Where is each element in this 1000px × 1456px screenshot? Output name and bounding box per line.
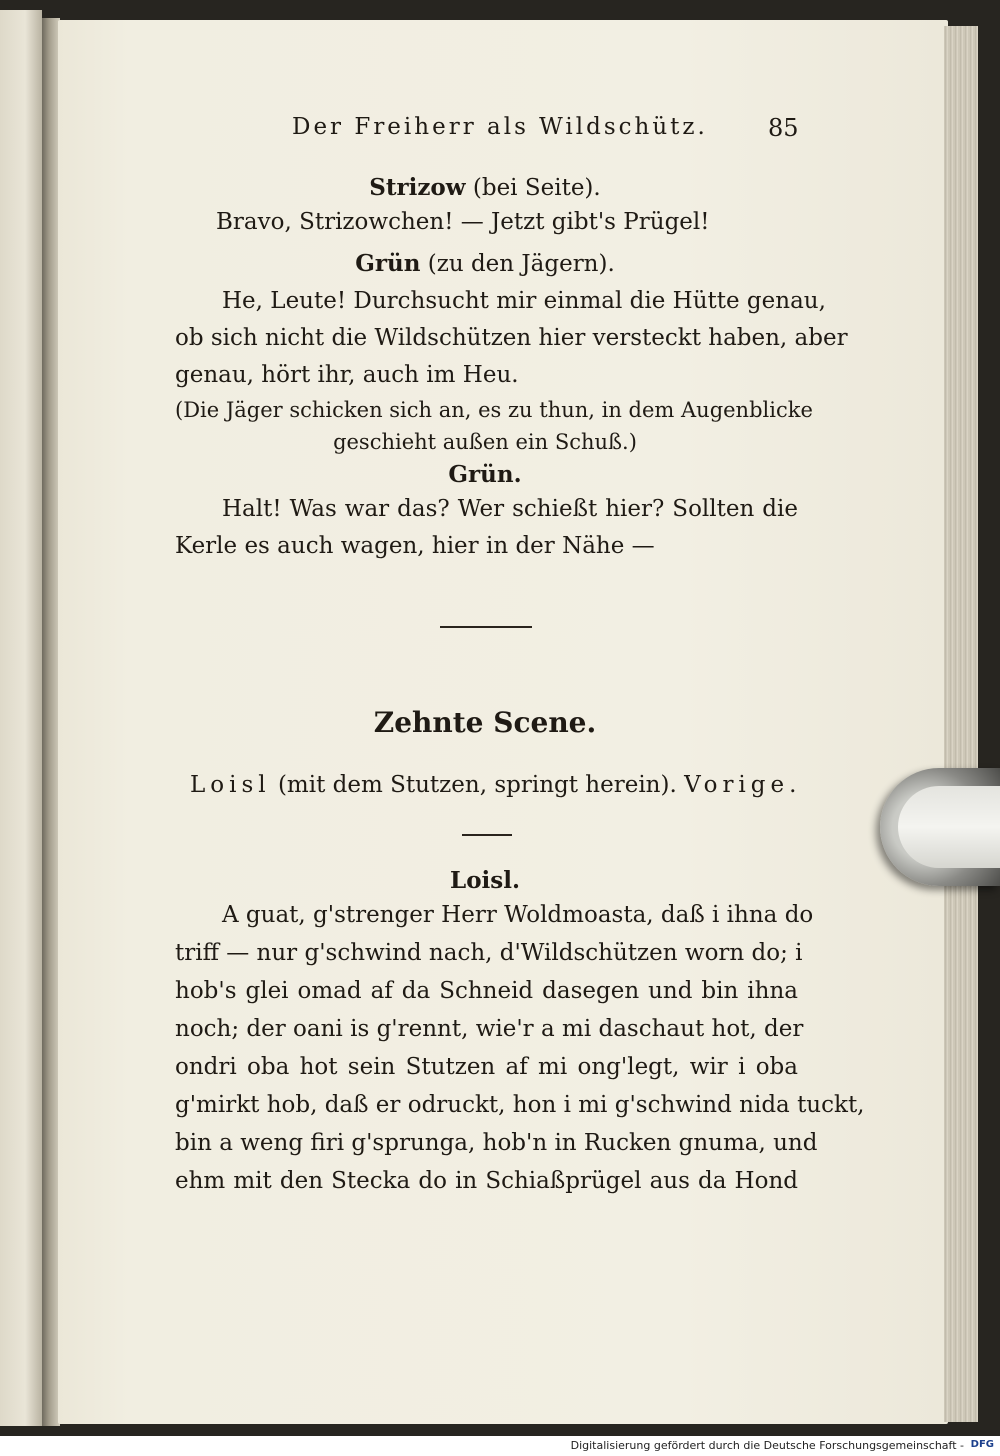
cast-divider: [462, 834, 512, 836]
dialogue-line: bin a weng firi g'sprunga, hob'n in Rucken gnuma, und: [175, 1130, 818, 1156]
stage-direction-line: geschieht außen ein Schuß.): [333, 430, 637, 454]
speaker-line-strizow: [175, 174, 795, 201]
scene-title: Zehnte Scene.: [373, 706, 597, 739]
page-stack-edge: [944, 26, 978, 1422]
speaker-line-gruen: [175, 250, 795, 277]
dialogue-line: ob sich nicht die Wildschützen hier versteckt haben, aber: [175, 325, 848, 351]
dialogue-line: A guat, g'strenger Herr Woldmoasta, daß i ihna do: [222, 902, 814, 928]
dialogue-line: ehm mit den Stecka do in Schiaßprügel aus da Hond: [175, 1168, 798, 1194]
speaker-name: Grün: [355, 250, 421, 277]
page-number: 85: [768, 114, 799, 142]
page-clip-highlight: [898, 786, 1000, 868]
cast-line: [190, 772, 802, 798]
dialogue-line: g'mirkt hob, daß er odruckt, hon i mi g'schwind nida tuckt,: [175, 1092, 865, 1118]
dialogue-line: He, Leute! Durchsucht mir einmal die Hütte genau,: [222, 288, 826, 314]
dialogue-line: Kerle es auch wagen, hier in der Nähe —: [175, 533, 655, 559]
cast-direction: (mit dem Stutzen, springt herein).: [270, 772, 677, 798]
cast-name: Loisl: [190, 772, 271, 798]
dialogue-line: hob's glei omad af da Schneid dasegen und bin ihna: [175, 978, 798, 1004]
stage-direction-line: (Die Jäger schicken sich an, es zu thun, in dem Augenblicke: [175, 398, 813, 422]
speaker-name: Grün.: [448, 461, 522, 488]
dialogue-line: triff — nur g'schwind nach, d'Wildschützen worn do; i: [175, 940, 803, 966]
dialogue-line: ondri oba hot sein Stutzen af mi ong'legt, wir i oba: [175, 1054, 798, 1080]
speaker-name: Strizow: [369, 174, 466, 201]
stage-direction: (zu den Jägern).: [420, 251, 615, 277]
section-divider: [440, 626, 532, 628]
cast-others: Vorige.: [684, 772, 802, 798]
dialogue-line: noch; der oani is g'rennt, wie'r a mi daschaut hot, der: [175, 1016, 804, 1042]
dialogue-line: Bravo, Strizowchen! — Jetzt gibt's Prügel!: [216, 209, 710, 235]
speaker-name: Loisl.: [450, 867, 520, 894]
dialogue-line: genau, hört ihr, auch im Heu.: [175, 362, 519, 388]
stage-direction: (bei Seite).: [465, 175, 601, 201]
digitization-credit: Digitalisierung gefördert durch die Deutsche Forschungsgemeinschaft -: [570, 1439, 964, 1452]
dfg-logo: DFG: [970, 1439, 994, 1450]
running-title: Der Freiherr als Wildschütz.: [292, 114, 708, 140]
dialogue-line: Halt! Was war das? Wer schießt hier? Sollten die: [222, 496, 798, 522]
left-page-edge: [0, 10, 42, 1426]
